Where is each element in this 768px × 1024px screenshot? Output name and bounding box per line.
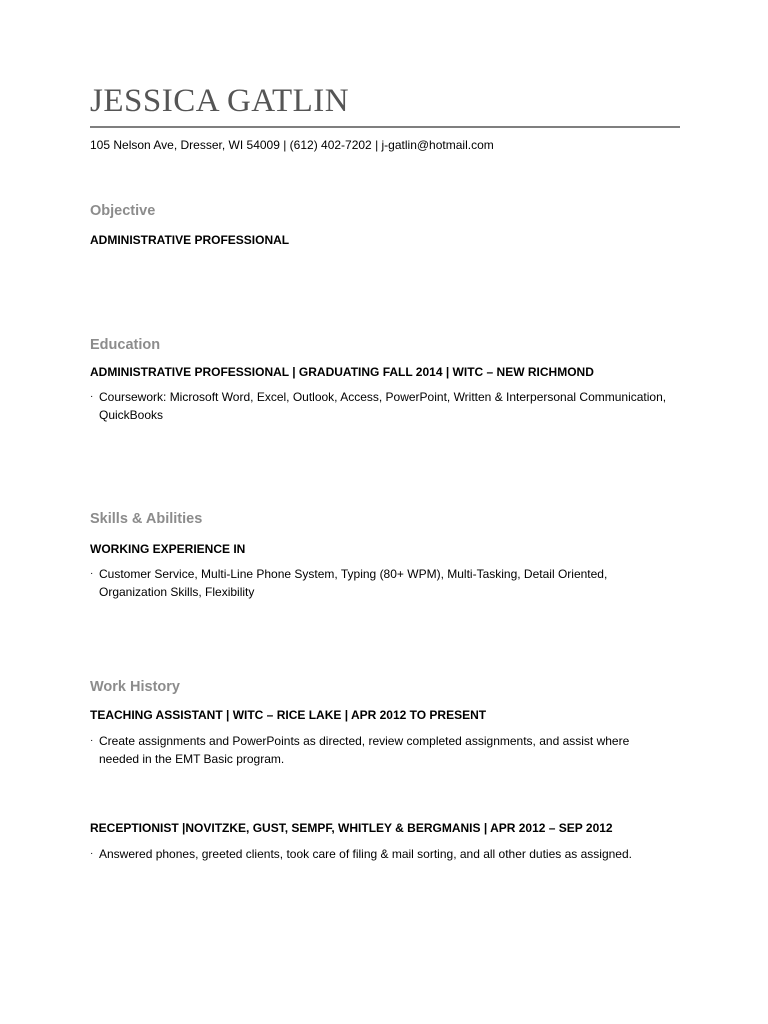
objective-title: ADMINISTRATIVE PROFESSIONAL <box>90 233 290 247</box>
job-title: TEACHING ASSISTANT | WITC – RICE LAKE | APR 2012 TO PRESENT <box>90 708 487 722</box>
skills-heading: Skills & Abilities <box>90 511 203 527</box>
bullet-marker: · <box>90 391 94 402</box>
job-title: RECEPTIONIST |NOVITZKE, GUST, SEMPF, WHITLEY & BERGMANIS | APR 2012 – SEP 2012 <box>90 821 613 835</box>
skills-title: WORKING EXPERIENCE IN <box>90 542 246 556</box>
education-title: ADMINISTRATIVE PROFESSIONAL | GRADUATING FALL 2014 | WITC – NEW RICHMOND <box>90 365 594 379</box>
job-bullet <box>90 732 670 768</box>
education-heading: Education <box>90 337 161 353</box>
education-bullet <box>90 388 670 424</box>
work-history-heading: Work History <box>90 679 180 695</box>
skills-bullet <box>90 565 670 601</box>
bullet-marker: · <box>90 848 94 859</box>
objective-heading: Objective <box>90 203 156 219</box>
bullet-marker: · <box>90 568 94 579</box>
header-divider <box>90 126 680 128</box>
bullet-marker: · <box>90 735 94 746</box>
job-bullet-text: Create assignments and PowerPoints as directed, review completed assignments, and assist where needed in the EMT Basic program. <box>99 734 630 766</box>
job-bullet-text: Answered phones, greeted clients, took care of filing & mail sorting, and all other duties as assigned. <box>99 847 632 861</box>
job-bullet <box>90 845 670 863</box>
skills-bullet-text: Customer Service, Multi-Line Phone System, Typing (80+ WPM), Multi-Tasking, Detail Oriented, Organization Skills, Flexibility <box>99 567 608 599</box>
resume-name: JESSICA GATLIN <box>90 83 350 119</box>
education-bullet-text: Coursework: Microsoft Word, Excel, Outlook, Access, PowerPoint, Written & Interpersonal Communication, QuickBooks <box>99 390 667 422</box>
contact-line: 105 Nelson Ave, Dresser, WI 54009 | (612) 402-7202 | j-gatlin@hotmail.com <box>90 138 494 152</box>
